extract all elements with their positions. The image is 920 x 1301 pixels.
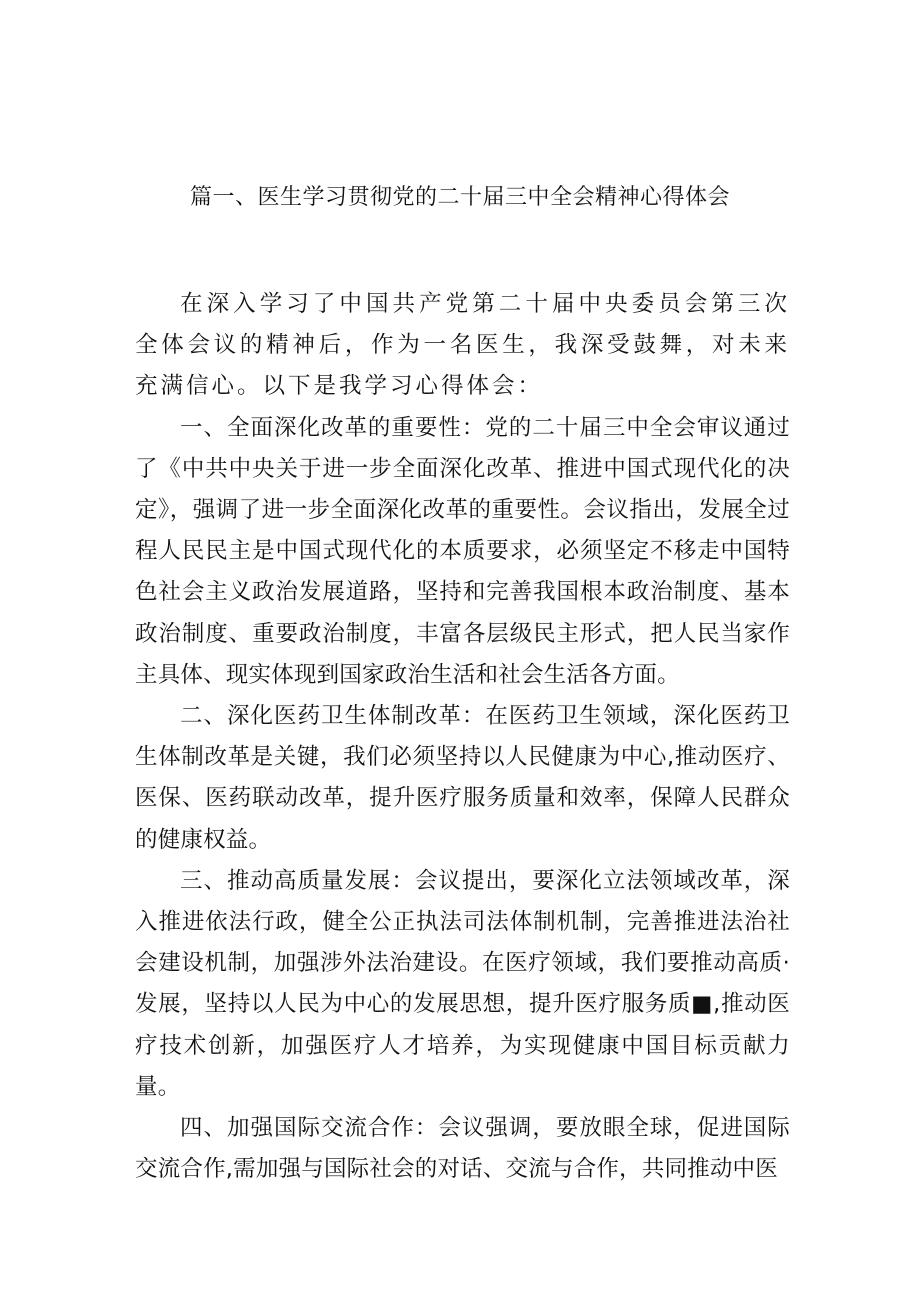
paragraph-section-1: 一、全面深化改革的重要性：党的二十届三中全会审议通过了《中共中央关于进一步全面深化改革、推进中国式现代化的决定》，强调了进一步全面深化改革的重要性。会议指出，发展全过程人民民主是中国式现代化的本质要求，必须坚定不移走中国特色社会主义政治发展道路，坚持和完善我国根本政治制度、基本政治制度、重要政治制度，丰富各层级民主形式，把人民当家作主具体、现实体现到国家政治生活和社会生活各方面。 xyxy=(135,414,790,688)
document-body xyxy=(135,284,790,1190)
paragraph-section-2: 二、深化医药卫生体制改革：在医药卫生领域，深化医药卫生体制改革是关键，我们必须坚持以人民健康为中心,推动医疗、医保、医药联动改革，提升医疗服务质量和效率，保障人民群众的健康权益。 xyxy=(135,703,790,853)
document-title: 篇一、医生学习贯彻党的二十届三中全会精神心得体会 xyxy=(189,185,730,210)
intro-paragraph: 在深入学习了中国共产党第二十届中央委员会第三次全体会议的精神后，作为一名医生，我深受鼓舞，对未来充满信心。以下是我学习心得体会： xyxy=(135,291,790,400)
paragraph-section-3: 三、推动高质量发展：会议提出，要深化立法领域改革，深入推进依法行政，健全公正执法司法体制机制，完善推进法治社会建设机制，加强涉外法治建设。在医疗领域，我们要推动高质·发展，坚持以人民为中心的发展思想，提升医疗服务质■,推动医疗技术创新，加强医疗人才培养，为实现健康中国目标贡献力量。 xyxy=(135,867,790,1100)
paragraph-section-4: 四、加强国际交流合作：会议强调，要放眼全球，促进国际交流合作,需加强与国际社会的对话、交流与合作，共同推动中医 xyxy=(135,1115,790,1183)
